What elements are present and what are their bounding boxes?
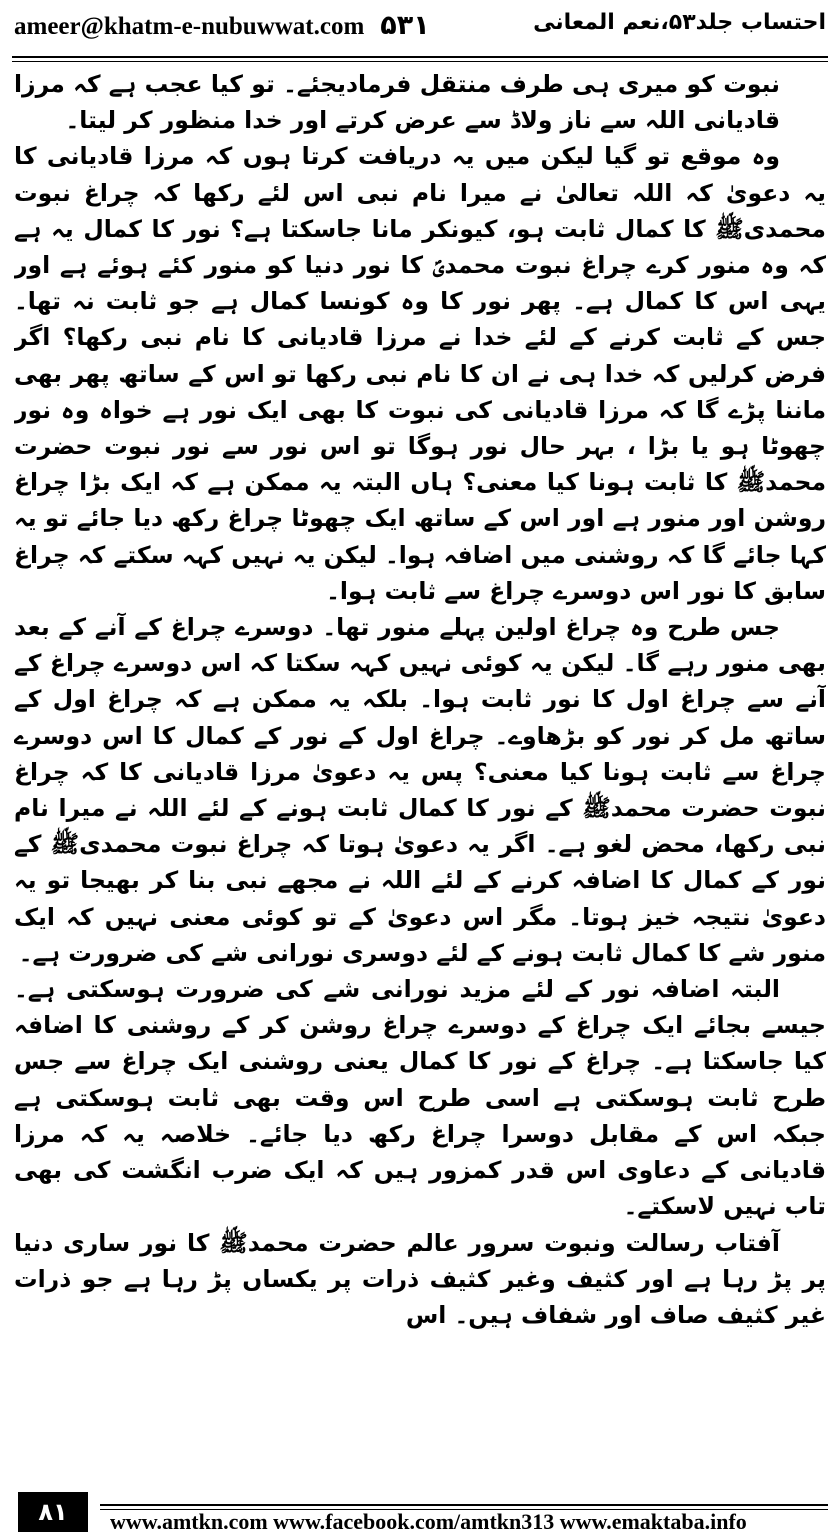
- header-rule: [12, 56, 828, 58]
- header-email: ameer@khatm-e-nubuwwat.com: [14, 13, 365, 40]
- footer-links: www.amtkn.com www.facebook.com/amtkn313 www.emaktaba.info: [110, 1509, 747, 1534]
- footer-rule: [100, 1504, 828, 1506]
- page-header: [0, 0, 840, 58]
- header-page-number: ۵۳۱: [380, 10, 430, 41]
- paragraph-2: وہ موقع تو گیا لیکن میں یہ دریافت کرتا ہوں کہ مرزا قادیانی کا یہ دعویٰ کہ اللہ تعالیٰ نے میرا نام نبی اس لئے رکھا کہ چراغ نبوت محمدیﷺ کا کمال ثابت ہو، کیونکر مانا جاسکتا ہے؟ نور کا کمال یہ ہے کہ وہ منور کرے چراغ نبوت محمدیؐ کا نور دنیا کو منور کئے ہوئے ہے اور یہی اس کا کمال ہے۔ پھر نور کا وہ کونسا کمال ہے جو ثابت نہ تھا۔ جس کے ثابت کرنے کے لئے خدا نے مرزا قادیانی کا نام نبی رکھا؟ اگر فرض کرلیں کہ خدا ہی نے ان کا نام نبی رکھا تو اس کے ساتھ پھر بھی ماننا پڑے گا کہ مرزا قادیانی کی نبوت کا بھی ایک نور ہے خواہ وہ نور چھوٹا ہو یا بڑا ، بہر حال نور ہوگا تو اس نور سے نور نبوت حضرت محمدﷺ کا ثابت ہونا کیا معنی؟ ہاں البتہ یہ ممکن ہے کہ ایک بڑا چراغ روشن اور منور ہے اور اس کے ساتھ ایک چھوٹا چراغ رکھ دیا جائے تو یہ کہا جائے گا کہ روشنی میں اضافہ ہوا۔ لیکن یہ نہیں کہہ سکتے کہ چراغ سابق کا نور اس دوسرے چراغ سے ثابت ہوا۔: [14, 142, 826, 605]
- paragraph-5: آفتاب رسالت ونبوت سرور عالم حضرت محمدﷺ کا نور ساری دنیا پر پڑ رہا ہے اور کثیف وغیر کثیف ذرات پر یکساں پڑ رہا ہے جو ذرات غیر کثیف صاف اور شفاف ہیں۔ اس: [14, 1228, 826, 1329]
- header-book-title: احتساب جلد۵۳،نعم المعانی: [533, 10, 826, 35]
- paragraph-3: جس طرح وہ چراغ اولین پہلے منور تھا۔ دوسرے چراغ کے آنے کے بعد بھی منور رہے گا۔ لیکن یہ کوئی نہیں کہہ سکتا کہ اس دوسرے چراغ کے آنے سے چراغ اول کا نور ثابت ہوا۔ بلکہ یہ ممکن ہے کہ چراغ اول کے ساتھ مل کر نور کو بڑھاوے۔ چراغ اول کے نور کے کمال کا اس دوسرے چراغ سے ثابت ہونا کیا معنی؟ پس یہ دعویٰ مرزا قادیانی کا کہ چراغ نبوت حضرت محمدﷺ کے نور کا کمال ثابت ہونے کے لئے اللہ نے میرا نام نبی رکھا، محض لغو ہے۔ اگر یہ دعویٰ ہوتا کہ چراغ نبوت محمدیﷺ کے نور کے کمال کا اضافہ کرنے کے لئے اللہ نے مجھے نبی بنا کر بھیجا تو یہ دعویٰ نتیجہ خیز ہوتا۔ مگر اس دعویٰ کے تو کوئی معنی نہیں کہ ایک منور شے کا کمال ثابت ہونے کے لئے دوسری نورانی شے کی ضرورت ہے۔: [14, 613, 826, 967]
- page-footer: [0, 1482, 840, 1540]
- paragraph-1: نبوت کو میری ہی طرف منتقل فرمادیجئے۔ تو کیا عجب ہے کہ مرزا قادیانی اللہ سے ناز ولاڈ سے عرض کرتے اور خدا منظور کر لیتا۔: [14, 70, 780, 135]
- header-rule-thin: [12, 61, 828, 62]
- paragraph-4: البتہ اضافہ نور کے لئے مزید نورانی شے کی ضرورت ہوسکتی ہے۔ جیسے بجائے ایک چراغ کے دوسرے چراغ روشن کر کے روشنی کا اضافہ کیا جاسکتا ہے۔ چراغ کے نور کا کمال یعنی روشنی ایک چراغ سے جس طرح ثابت ہوسکتی ہے اسی طرح اس وقت بھی ثابت ہوسکتی ہے جبکہ اس کے مقابل دوسرا چراغ رکھ دیا جائے۔ خلاصہ یہ کہ مرزا قادیانی کے دعاوی اس قدر کمزور ہیں کہ ایک ضرب انگشت کی بھی تاب نہیں لاسکتے۔: [14, 975, 826, 1221]
- page-body: [14, 66, 826, 1468]
- footer-page-number: ۸۱: [18, 1492, 88, 1532]
- header-email-and-page: [14, 10, 430, 41]
